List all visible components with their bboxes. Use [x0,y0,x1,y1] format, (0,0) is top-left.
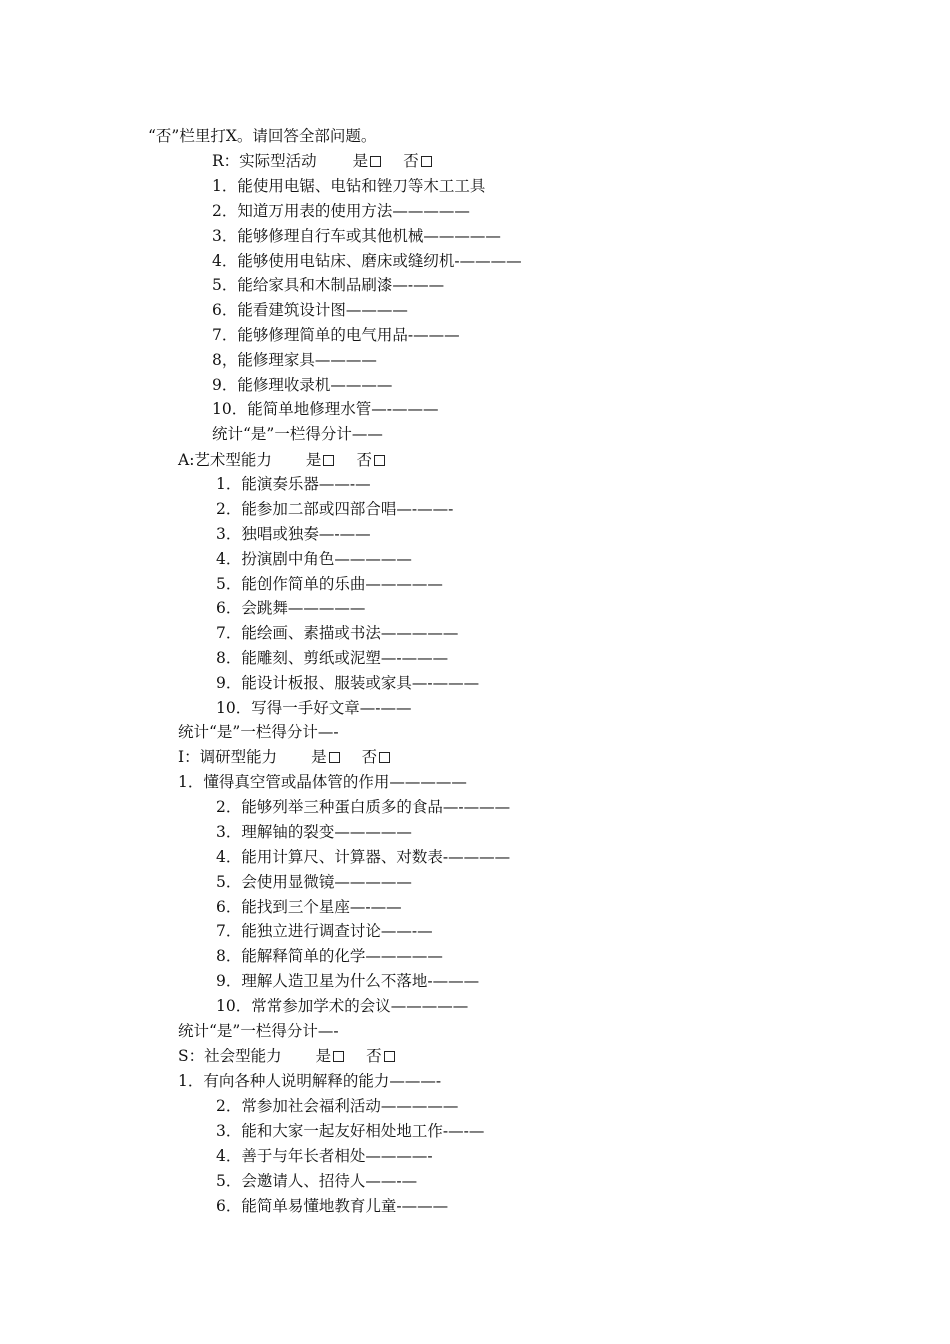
question-item: 5．能创作简单的乐曲————— [216,575,443,593]
no-checkbox[interactable] [379,752,390,763]
yes-label: 是 [315,1047,332,1065]
no-label: 否 [361,748,378,766]
no-option [356,450,385,470]
question-item: 3．能和大家一起友好相处地工作-—-— [216,1122,485,1140]
question-item: 10．写得一手好文章—-—— [216,699,412,717]
tally-line: 统计“是”一栏得分计—- [178,723,339,741]
section-title: A:艺术型能力 [178,451,272,469]
question-item: 4．能够使用电钻床、磨床或缝纫机-———— [212,252,522,270]
question-item: 6．能简单易懂地教育儿童-——— [216,1197,449,1215]
intro-line: “否”栏里打X。请回答全部问题。 [148,127,377,145]
question-item: 7．能够修理简单的电气用品-——— [212,326,460,344]
question-item: 4．扮演剧中角色————— [216,550,412,568]
question-item: 7．能独立进行调查讨论——-— [216,922,433,940]
question-item: 6．能找到三个星座—-—— [216,898,402,916]
yes-option [353,151,382,171]
section-title: R：实际型活动 [212,152,317,170]
tally-line: 统计“是”一栏得分计—- [178,1022,339,1040]
question-item: 5．能给家具和木制品刷漆—-—— [212,276,445,294]
question-item: 2．能参加二部或四部合唱—-——- [216,500,454,518]
no-label: 否 [366,1047,382,1065]
section-header-i [178,747,390,767]
no-option [366,1046,395,1066]
question-item: 1．懂得真空管或晶体管的作用————— [178,773,467,791]
yes-checkbox[interactable] [323,455,334,466]
question-item: 3．独唱或独奏—-—— [216,525,371,543]
question-item: 8，能修理家具———— [212,351,377,369]
question-item: 5．会使用显微镜————— [216,873,412,891]
section-header-s [178,1046,395,1066]
no-checkbox[interactable] [374,455,385,466]
question-item: 4．能用计算尺、计算器、对数表-———— [216,848,511,866]
no-label: 否 [356,451,372,469]
section-header-a [178,450,385,470]
question-item: 1．有向各种人说明解释的能力———- [178,1072,442,1090]
question-item: 3．理解铀的裂变————— [216,823,412,841]
no-option [362,747,391,767]
question-item: 2．知道万用表的使用方法————— [212,202,470,220]
yes-label: 是 [311,748,327,766]
question-item: 4．善于与年长者相处————- [216,1147,433,1165]
section-header-r [212,151,432,171]
yes-option [316,1046,345,1066]
yes-checkbox[interactable] [333,1051,344,1062]
yes-checkbox[interactable] [370,156,381,167]
question-item: 7．能绘画、素描或书法————— [216,624,459,642]
no-checkbox[interactable] [384,1051,395,1062]
no-option [403,151,432,171]
no-label: 否 [403,152,419,170]
question-item: 3．能够修理自行车或其他机械————— [212,227,501,245]
no-checkbox[interactable] [421,156,432,167]
question-item: 9．理解人造卫星为什么不落地-——— [216,972,480,990]
question-item: 8．能雕刻、剪纸或泥塑—-——— [216,649,449,667]
tally-line: 统计“是”一栏得分计—— [212,425,383,443]
question-item: 9．能修理收录机———— [212,376,393,394]
section-title: S：社会型能力 [178,1047,282,1065]
question-item: 9．能设计板报、服装或家具—-——— [216,674,480,692]
question-item: 6．会跳舞————— [216,599,366,617]
question-item: 1．能使用电锯、电钻和锉刀等木工工具 [212,177,486,195]
question-item: 2．能够列举三种蛋白质多的食品—-——— [216,798,511,816]
yes-option [306,450,335,470]
yes-checkbox[interactable] [329,752,340,763]
question-item: 6．能看建筑设计图———— [212,301,408,319]
yes-option [311,747,340,767]
question-item: 10．能简单地修理水管—-——— [212,400,439,418]
question-item: 8．能解释简单的化学————— [216,947,443,965]
section-title: I：调研型能力 [178,748,278,766]
yes-label: 是 [305,451,322,469]
question-item: 10．常常参加学术的会议————— [216,997,469,1015]
question-item: 5．会邀请人、招待人——-— [216,1172,418,1190]
question-item: 2．常参加社会福利活动————— [216,1097,459,1115]
question-item: 1．能演奏乐器——-— [216,475,371,493]
yes-label: 是 [352,152,369,170]
